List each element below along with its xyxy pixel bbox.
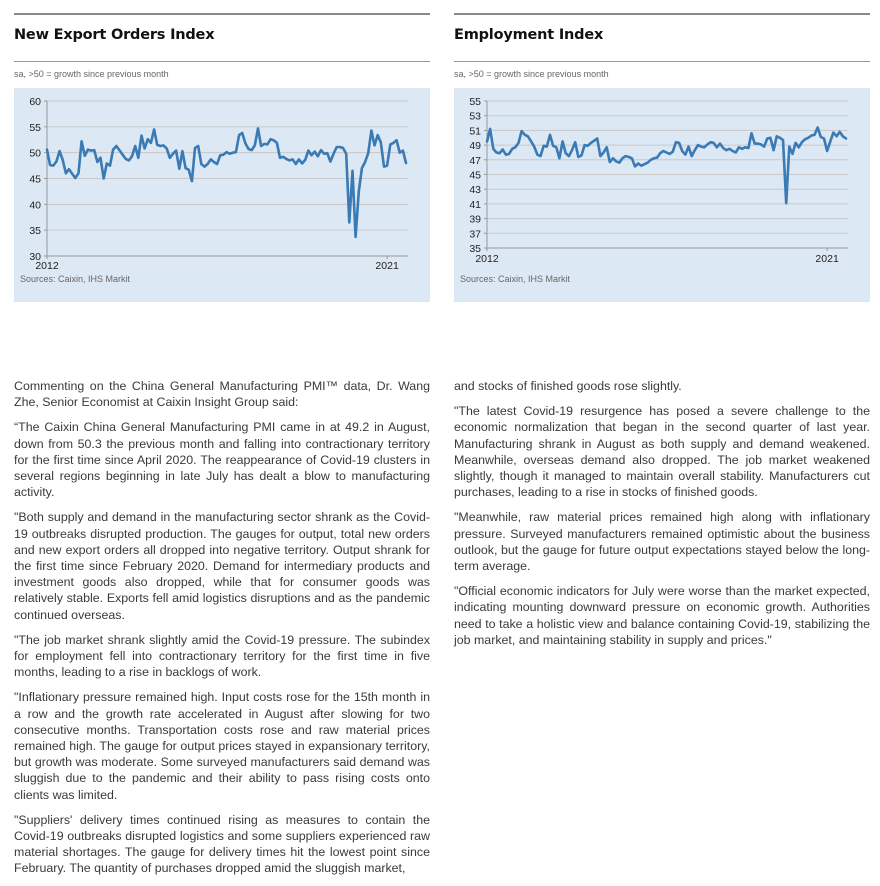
x-tick-label: 2021 [375,260,399,272]
article-paragraph: and stocks of finished goods rose slightly. [454,379,682,393]
x-tick-label: 2012 [475,253,499,265]
y-tick-label: 45 [29,173,41,186]
article-paragraph: "Both supply and demand in the manufacturing sector shrank as the Covid-19 outbreaks disrupted production. The gauges for output, total new orders and new export orders all dropped into negative territory. Output shrank for the first time since February 2020. Demand for intermediary products and investment goods also dropped, while that for consumer goods was relatively stable. Exports fell amid logistics disruptions and as the pandemic continued overseas. [14,510,430,622]
y-tick-label: 60 [29,96,41,108]
employment-chart [454,88,870,302]
y-tick-label: 55 [29,121,41,134]
y-tick-label: 53 [469,110,481,123]
chart-svg [454,88,870,302]
title-divider [14,61,430,62]
title-divider [454,61,870,62]
article-paragraph: Commenting on the China General Manufacturing PMI™ data, Dr. Wang Zhe, Senior Economist at Caixin Insight Group said: [14,379,430,410]
article-column-right [454,378,870,657]
article-paragraph: "Meanwhile, raw material prices remained high along with inflationary pressure. Surveyed manufacturers remained optimistic about the business outlook, but the gauge for future output expectations stayed below the long-term average. [454,510,870,574]
article-paragraph: "Inflationary pressure remained high. Input costs rose for the 15th month in a row and the growth rate accelerated in August after slowing for two consecutive months. Transportation costs rose and raw material prices remained high. The gauge for output prices stayed in expansionary territory, but growth was moderate. Some surveyed manufacturers said demand was sluggish due to the pandemic and their ability to pass rising costs onto clients was limited. [14,690,430,802]
top-divider [14,13,430,15]
top-divider [454,13,870,15]
y-tick-label: 47 [469,154,481,167]
y-tick-label: 50 [29,147,41,160]
panel-title: Employment Index [454,27,604,43]
y-tick-label: 35 [29,225,41,238]
y-tick-label: 43 [469,184,481,197]
y-tick-label: 51 [469,125,481,138]
panel-title: New Export Orders Index [14,27,215,43]
y-tick-label: 30 [29,251,41,263]
article-paragraph: “The Caixin China General Manufacturing PMI came in at 49.2 in August, down from 50.3 the previous month and falling into contractionary territory for the first time since April 2020. The reappearance of Covid-19 clusters in several regions beginning in late July has dealt a blow to manufacturing activity. [14,420,430,500]
y-tick-label: 40 [29,199,41,212]
series-line [47,128,406,237]
y-tick-label: 55 [469,96,481,108]
y-tick-label: 37 [469,228,481,241]
chart-subtitle: sa, >50 = growth since previous month [14,69,169,79]
article-paragraph: "The latest Covid-19 resurgence has posed a severe challenge to the economic normalization that began in the second quarter of last year. Manufacturing shrank in August as both supply and demand weakened. Meanwhile, overseas demand also dropped. The job market weakened slightly, though it managed to maintain overall stability. Manufacturers cut purchases, leading to a rise in stocks of finished goods. [454,404,870,500]
new-export-orders-chart [14,88,430,302]
x-tick-label: 2012 [35,260,59,272]
article-column-left [14,378,430,886]
chart-subtitle: sa, >50 = growth since previous month [454,69,609,79]
x-tick-label: 2021 [815,253,839,265]
article-paragraph: "The job market shrank slightly amid the Covid-19 pressure. The subindex for employment fell into contractionary territory for the first time in five months, leading to a rise in backlogs of work. [14,632,430,680]
y-tick-label: 49 [469,140,481,153]
y-tick-label: 39 [469,213,481,226]
chart-source: Sources: Caixin, IHS Markit [20,274,131,284]
series-line [487,128,846,204]
y-tick-label: 45 [469,169,481,182]
chart-source: Sources: Caixin, IHS Markit [460,274,571,284]
y-tick-label: 35 [469,243,481,255]
article-paragraph: "Official economic indicators for July were worse than the market expected, indicating mounting downward pressure on economic growth. Authorities need to take a holistic view and balance containing Covid-19, stabilizing the job market, and maintaining stability in supply and prices." [454,584,870,647]
y-tick-label: 41 [469,198,481,211]
article-paragraph: "Suppliers' delivery times continued rising as measures to contain the Covid-19 outbreaks disrupted logistics and some suppliers experienced raw material shortages. The gauge for delivery times hit the lowest point since February. The quantity of purchases dropped amid the sluggish market, [14,812,430,876]
chart-svg [14,88,430,302]
